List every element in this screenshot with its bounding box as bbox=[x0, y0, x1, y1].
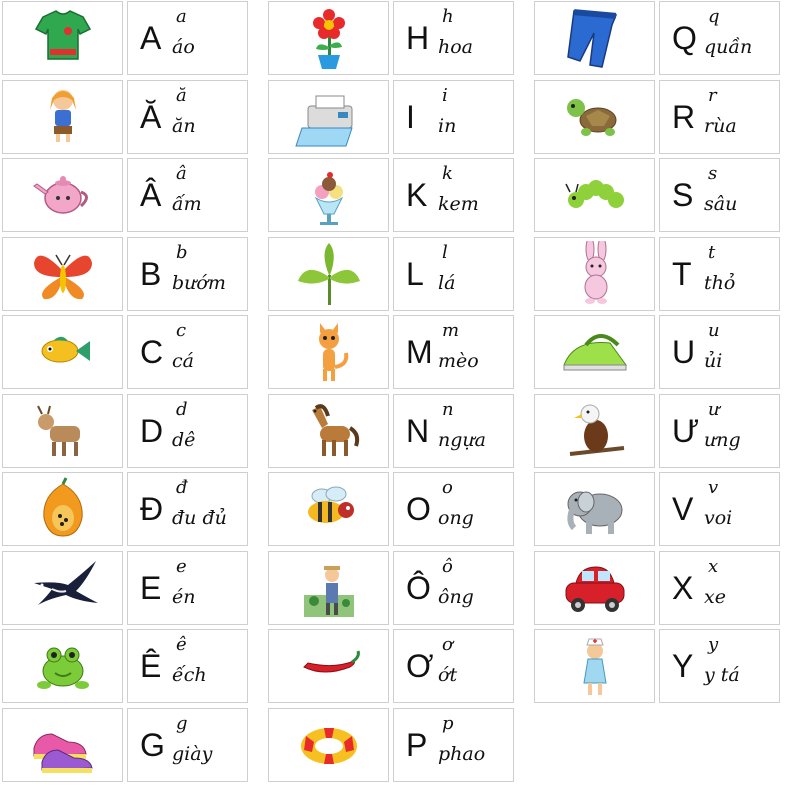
horse-icon bbox=[294, 398, 364, 464]
uppercase-letter: R bbox=[672, 99, 696, 135]
butterfly-icon bbox=[28, 241, 98, 307]
letter-card-â bbox=[127, 158, 248, 232]
nurse-icon bbox=[560, 633, 630, 699]
example-word: y tá bbox=[704, 664, 740, 686]
letter-card-a bbox=[127, 1, 248, 75]
picture-card-ơ bbox=[268, 629, 389, 703]
uppercase-letter: B bbox=[140, 256, 162, 292]
letter-card-t bbox=[659, 237, 780, 311]
lowercase-letter: ư bbox=[708, 399, 720, 420]
lowercase-letter: ơ bbox=[442, 634, 453, 655]
letter-card-v bbox=[659, 472, 780, 546]
lowercase-letter: i bbox=[442, 85, 448, 106]
lowercase-letter: a bbox=[176, 6, 187, 27]
example-word: áo bbox=[172, 36, 195, 58]
printer-icon bbox=[294, 84, 364, 150]
letter-card-k bbox=[393, 158, 514, 232]
picture-card-ê bbox=[2, 629, 123, 703]
picture-card-ă bbox=[2, 80, 123, 154]
example-word: phao bbox=[438, 743, 486, 765]
picture-card-y bbox=[534, 629, 655, 703]
picture-card-e bbox=[2, 551, 123, 625]
uppercase-letter: N bbox=[406, 413, 430, 449]
uppercase-letter: D bbox=[140, 413, 164, 449]
uppercase-letter: Ô bbox=[406, 570, 431, 606]
letter-card-p bbox=[393, 708, 514, 782]
lowercase-letter: đ bbox=[176, 477, 188, 498]
example-word: giày bbox=[172, 743, 213, 765]
fish-icon bbox=[28, 319, 98, 385]
shirt-icon bbox=[28, 5, 98, 71]
example-word: xe bbox=[704, 586, 726, 608]
iron-icon bbox=[560, 319, 630, 385]
uppercase-letter: G bbox=[140, 727, 165, 763]
picture-card-s bbox=[534, 158, 655, 232]
uppercase-letter: V bbox=[672, 491, 694, 527]
lowercase-letter: v bbox=[708, 477, 719, 498]
uppercase-letter: S bbox=[672, 177, 694, 213]
rabbit-icon bbox=[560, 241, 630, 307]
uppercase-letter: I bbox=[406, 99, 415, 135]
ice-cream-icon bbox=[294, 162, 364, 228]
lowercase-letter: k bbox=[442, 163, 453, 184]
example-word: cá bbox=[172, 350, 194, 372]
lowercase-letter: ô bbox=[442, 556, 453, 577]
example-word: én bbox=[172, 586, 196, 608]
uppercase-letter: Ư bbox=[672, 413, 700, 449]
lowercase-letter: ă bbox=[176, 85, 187, 106]
teapot-icon bbox=[28, 162, 98, 228]
example-word: ấm bbox=[172, 193, 202, 215]
letter-card-i bbox=[393, 80, 514, 154]
letter-card-x bbox=[659, 551, 780, 625]
uppercase-letter: X bbox=[672, 570, 694, 606]
uppercase-letter: Ê bbox=[140, 648, 162, 684]
example-word: sâu bbox=[704, 193, 738, 215]
picture-card-o bbox=[268, 472, 389, 546]
letter-card-c bbox=[127, 315, 248, 389]
picture-card-i bbox=[268, 80, 389, 154]
letter-card-n bbox=[393, 394, 514, 468]
letter-card-ư bbox=[659, 394, 780, 468]
picture-card-d bbox=[2, 394, 123, 468]
letter-card-ơ bbox=[393, 629, 514, 703]
letter-card-u bbox=[659, 315, 780, 389]
example-word: hoa bbox=[438, 36, 474, 58]
example-word: ăn bbox=[172, 115, 196, 137]
letter-card-g bbox=[127, 708, 248, 782]
letter-card-y bbox=[659, 629, 780, 703]
example-word: lá bbox=[438, 272, 456, 294]
uppercase-letter: Ă bbox=[140, 99, 162, 135]
letter-card-đ bbox=[127, 472, 248, 546]
lowercase-letter: s bbox=[708, 163, 718, 184]
letter-card-l bbox=[393, 237, 514, 311]
picture-card-b bbox=[2, 237, 123, 311]
letter-card-h bbox=[393, 1, 514, 75]
picture-card-p bbox=[268, 708, 389, 782]
example-word: ủi bbox=[704, 350, 723, 372]
uppercase-letter: Ơ bbox=[406, 648, 434, 684]
example-word: mèo bbox=[438, 350, 479, 372]
example-word: dê bbox=[172, 429, 196, 451]
uppercase-letter: E bbox=[140, 570, 162, 606]
leaf-icon bbox=[294, 241, 364, 307]
example-word: kem bbox=[438, 193, 479, 215]
papaya-icon bbox=[28, 476, 98, 542]
letter-card-s bbox=[659, 158, 780, 232]
car-icon bbox=[560, 555, 630, 621]
example-word: ngựa bbox=[438, 429, 486, 451]
caterpillar-icon bbox=[560, 162, 630, 228]
uppercase-letter: M bbox=[406, 334, 433, 370]
picture-card-a bbox=[2, 1, 123, 75]
picture-card-đ bbox=[2, 472, 123, 546]
lowercase-letter: n bbox=[442, 399, 454, 420]
letter-card-b bbox=[127, 237, 248, 311]
letter-card-e bbox=[127, 551, 248, 625]
turtle-icon bbox=[560, 84, 630, 150]
example-word: ông bbox=[438, 586, 474, 608]
lowercase-letter: y bbox=[708, 634, 719, 655]
picture-card-m bbox=[268, 315, 389, 389]
bee-icon bbox=[294, 476, 364, 542]
letter-card-ê bbox=[127, 629, 248, 703]
uppercase-letter: Q bbox=[672, 20, 697, 56]
lowercase-letter: d bbox=[176, 399, 188, 420]
picture-card-r bbox=[534, 80, 655, 154]
example-word: ưng bbox=[704, 429, 741, 451]
lowercase-letter: b bbox=[176, 242, 188, 263]
lowercase-letter: â bbox=[176, 163, 187, 184]
shoes-icon bbox=[28, 712, 98, 778]
lowercase-letter: m bbox=[442, 320, 460, 341]
uppercase-letter: C bbox=[140, 334, 164, 370]
picture-card-g bbox=[2, 708, 123, 782]
picture-card-h bbox=[268, 1, 389, 75]
lowercase-letter: o bbox=[442, 477, 453, 498]
swallow-icon bbox=[28, 555, 98, 621]
lowercase-letter: g bbox=[176, 713, 188, 734]
lowercase-letter: ê bbox=[176, 634, 187, 655]
letter-card-d bbox=[127, 394, 248, 468]
chili-icon bbox=[294, 633, 364, 699]
lowercase-letter: r bbox=[708, 85, 717, 106]
picture-card-t bbox=[534, 237, 655, 311]
uppercase-letter: O bbox=[406, 491, 431, 527]
flower-icon bbox=[294, 5, 364, 71]
picture-card-ư bbox=[534, 394, 655, 468]
letter-card-m bbox=[393, 315, 514, 389]
lowercase-letter: h bbox=[442, 6, 454, 27]
picture-card-n bbox=[268, 394, 389, 468]
lowercase-letter: c bbox=[176, 320, 187, 341]
uppercase-letter: A bbox=[140, 20, 162, 56]
picture-card-â bbox=[2, 158, 123, 232]
uppercase-letter: P bbox=[406, 727, 428, 763]
letter-card-ă bbox=[127, 80, 248, 154]
example-word: voi bbox=[704, 507, 733, 529]
letter-card-r bbox=[659, 80, 780, 154]
lowercase-letter: u bbox=[708, 320, 720, 341]
example-word: ong bbox=[438, 507, 474, 529]
example-word: rùa bbox=[704, 115, 737, 137]
goat-icon bbox=[28, 398, 98, 464]
example-word: ếch bbox=[172, 664, 207, 686]
picture-card-v bbox=[534, 472, 655, 546]
lowercase-letter: p bbox=[442, 713, 454, 734]
lowercase-letter: x bbox=[708, 556, 719, 577]
uppercase-letter: K bbox=[406, 177, 428, 213]
letter-card-o bbox=[393, 472, 514, 546]
picture-card-x bbox=[534, 551, 655, 625]
uppercase-letter: H bbox=[406, 20, 430, 56]
lowercase-letter: e bbox=[176, 556, 187, 577]
uppercase-letter: U bbox=[672, 334, 696, 370]
uppercase-letter: Y bbox=[672, 648, 694, 684]
uppercase-letter: Â bbox=[140, 177, 162, 213]
lowercase-letter: t bbox=[708, 242, 716, 263]
example-word: thỏ bbox=[704, 272, 736, 294]
uppercase-letter: Đ bbox=[140, 491, 164, 527]
example-word: bướm bbox=[172, 272, 226, 294]
uppercase-letter: L bbox=[406, 256, 424, 292]
picture-card-l bbox=[268, 237, 389, 311]
picture-card-q bbox=[534, 1, 655, 75]
girl-eating-icon bbox=[28, 84, 98, 150]
frog-icon bbox=[28, 633, 98, 699]
picture-card-c bbox=[2, 315, 123, 389]
picture-card-u bbox=[534, 315, 655, 389]
example-word: quần bbox=[704, 36, 753, 58]
cat-icon bbox=[294, 319, 364, 385]
picture-card-ô bbox=[268, 551, 389, 625]
example-word: đu đủ bbox=[172, 507, 227, 529]
lowercase-letter: l bbox=[442, 242, 448, 263]
example-word: in bbox=[438, 115, 457, 137]
swim-ring-icon bbox=[294, 712, 364, 778]
picture-card-k bbox=[268, 158, 389, 232]
letter-card-q bbox=[659, 1, 780, 75]
letter-card-ô bbox=[393, 551, 514, 625]
eagle-icon bbox=[560, 398, 630, 464]
grandpa-icon bbox=[294, 555, 364, 621]
example-word: ớt bbox=[438, 664, 458, 686]
uppercase-letter: T bbox=[672, 256, 692, 292]
elephant-icon bbox=[560, 476, 630, 542]
pants-icon bbox=[560, 5, 630, 71]
lowercase-letter: q bbox=[708, 6, 720, 27]
